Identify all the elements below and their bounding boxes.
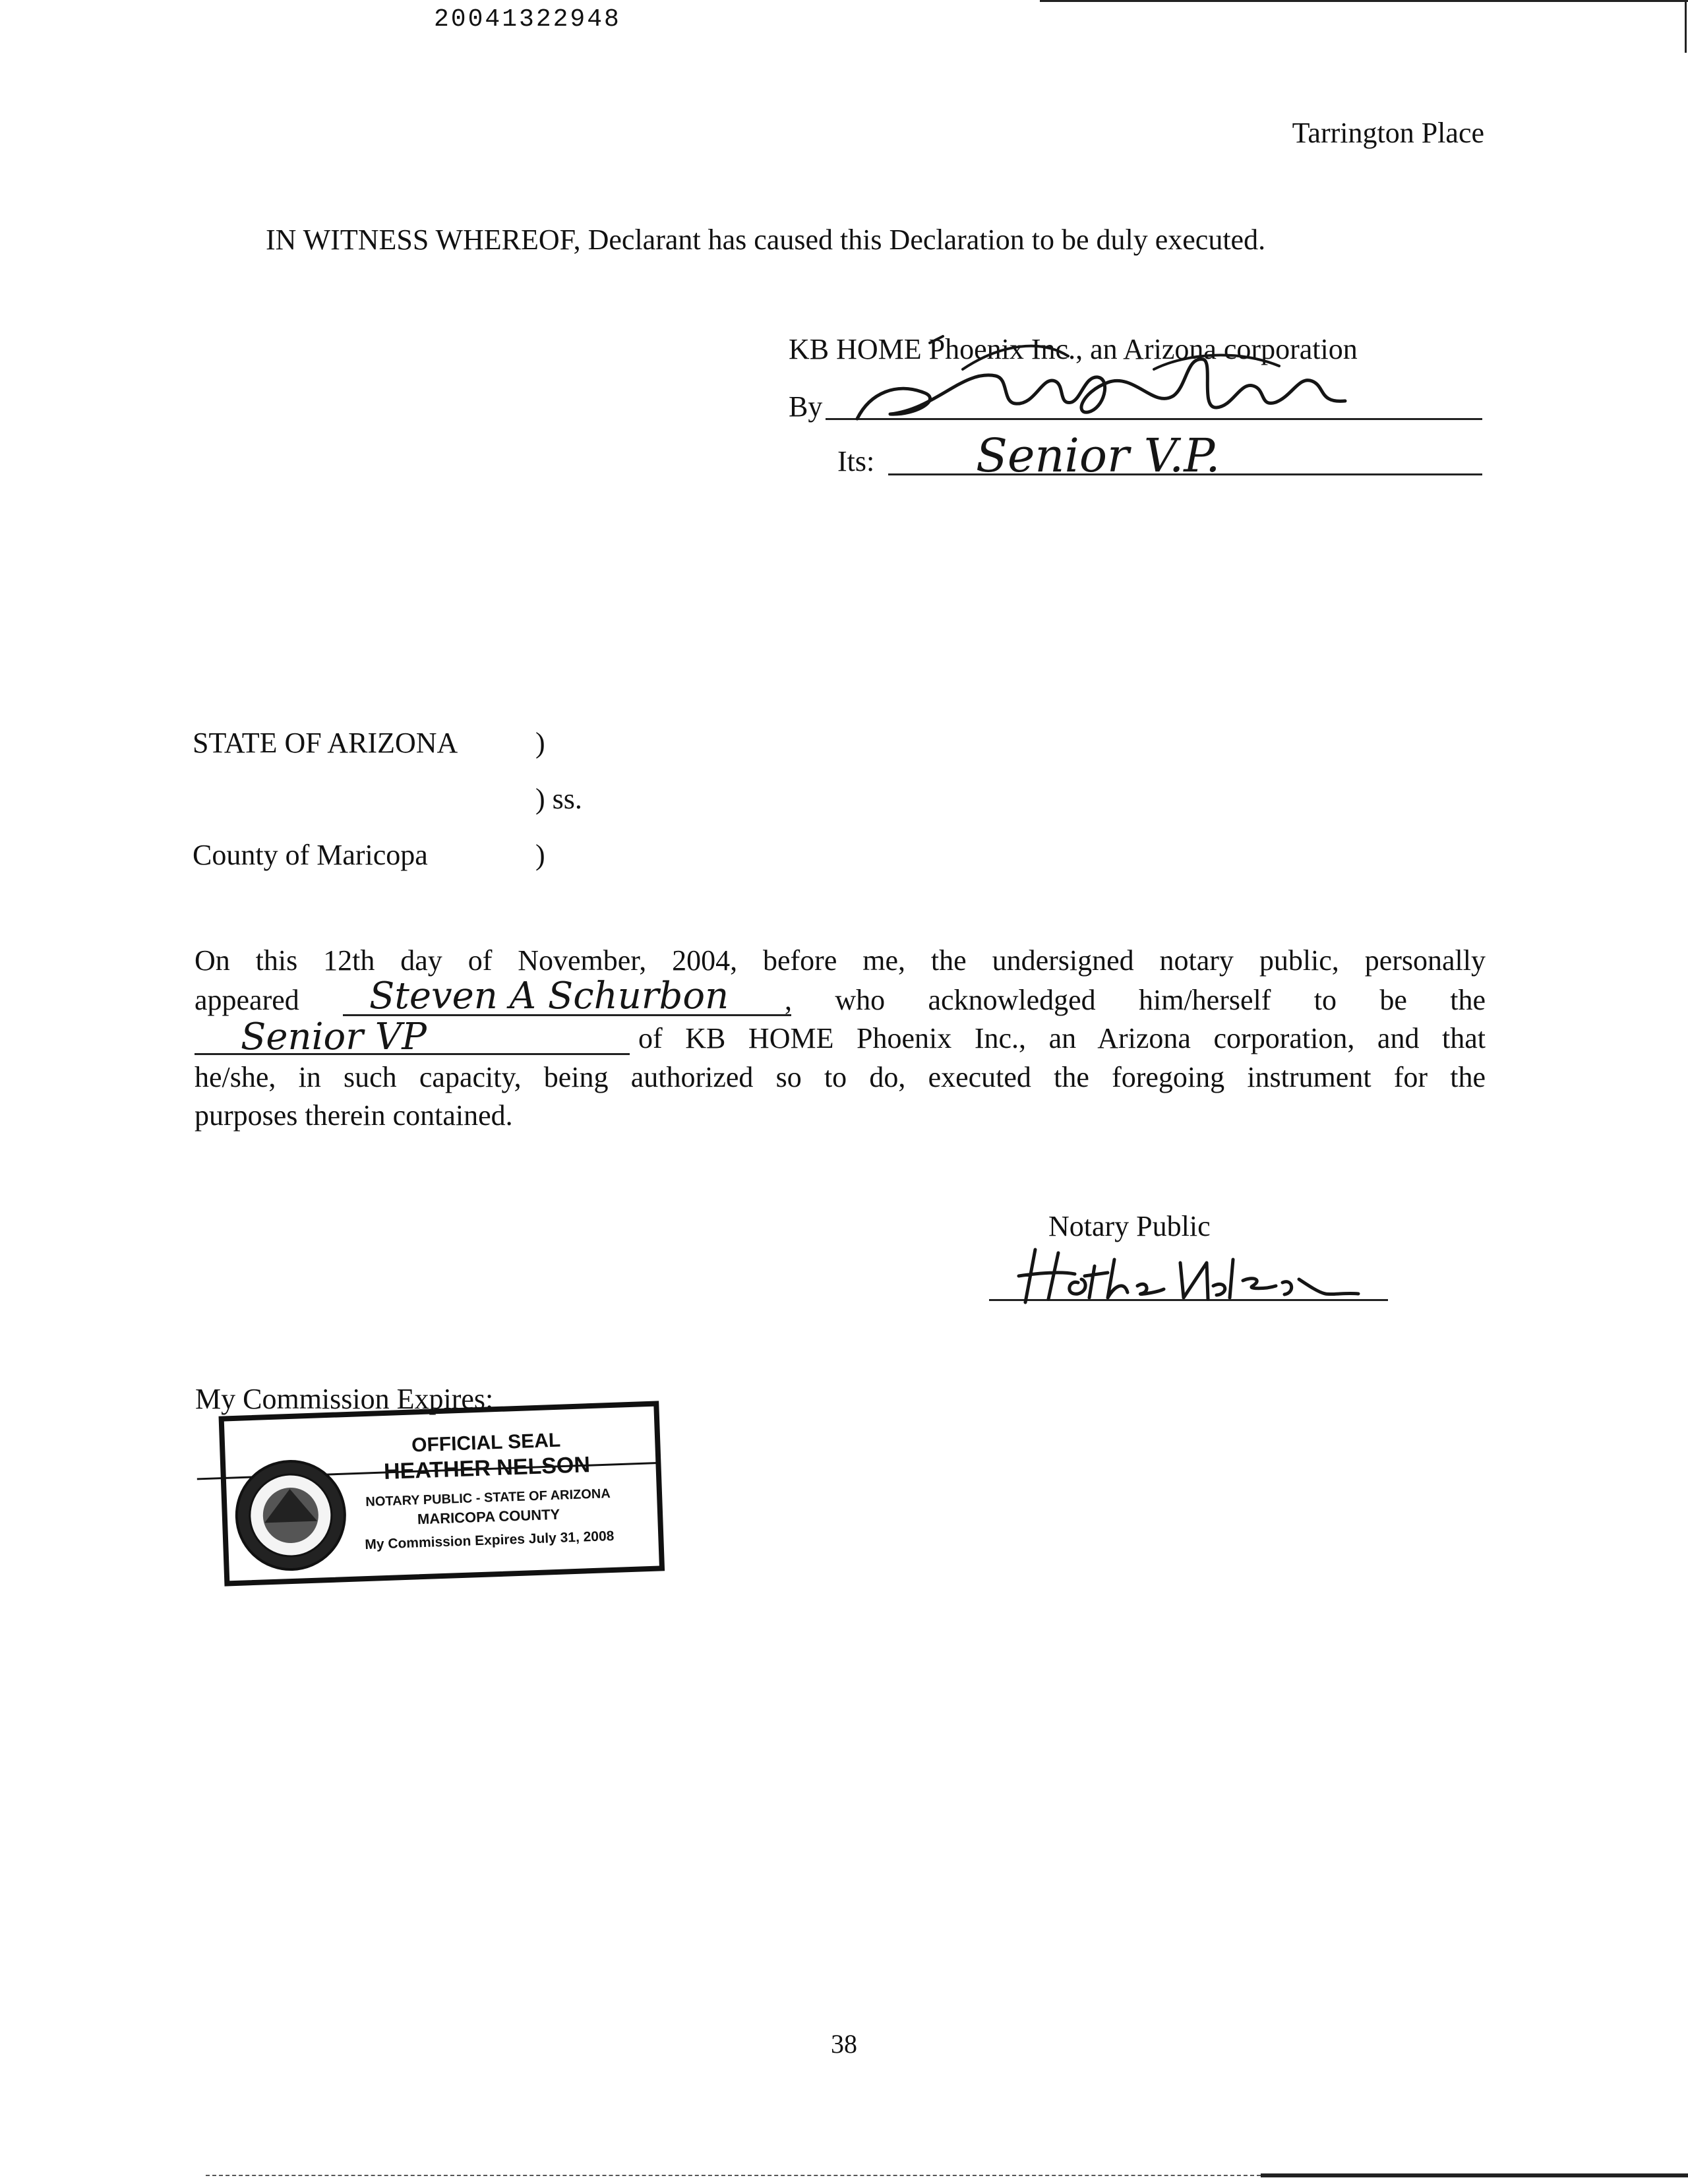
commission-label: My Commission Expires: [195,1383,494,1415]
ack-line-3-rest: of KB HOME Phoenix Inc., an Arizona corporation, and that [638,1022,1486,1054]
venue-state-paren: ) [535,727,545,759]
ack-appeared-label: appeared [195,984,299,1016]
its-handwritten-title: Senior V.P. [976,429,1221,483]
ack-line-5: purposes therein contained. [195,1099,513,1132]
ack-line-1: On this 12th day of November, 2004, before me, the undersigned notary public, personally [195,944,1486,977]
ack-appeared-name: Steven A Schurbon [369,975,729,1017]
header-right-edge [1685,0,1687,53]
seal-line-5: My Commission Expires July 31, 2008 [364,1528,615,1553]
recording-number: 20041322948 [434,5,621,34]
notary-seal-stamp [198,1405,686,1589]
header-rule [1040,0,1688,2]
venue-ss: ) ss. [535,783,582,815]
ack-title-handwritten: Senior VP [241,1016,427,1058]
seal-line-4: MARICOPA COUNTY [417,1505,560,1528]
venue-state: STATE OF ARIZONA [193,727,458,759]
ack-line-4: he/she, in such capacity, being authorized so to do, executed the foregoing instrument for the [195,1061,1486,1093]
notary-label: Notary Public [1048,1210,1211,1242]
venue-county-paren: ) [535,839,545,871]
ack-line-2-rest: , who acknowledged him/herself to be the [785,984,1486,1016]
page-number: 38 [831,2029,857,2059]
seal-line-2: HEATHER NELSON [383,1452,591,1485]
witness-clause: IN WITNESS WHEREOF, Declarant has caused this Declaration to be duly executed. [266,224,1266,256]
footer-rule-dashed [206,2175,1261,2176]
signatory-entity: KB HOME Phoenix Inc., an Arizona corporation [789,333,1358,365]
declarant-signature [844,330,1372,429]
venue-county: County of Maricopa [193,839,428,871]
its-label: Its: [837,445,875,477]
seal-line-1: OFFICIAL SEAL [411,1429,561,1457]
project-name: Tarrington Place [1292,117,1484,149]
by-label: By [789,390,823,423]
notary-signature [1015,1240,1385,1306]
footer-rule-solid [1261,2173,1688,2177]
seal-line-3: NOTARY PUBLIC - STATE OF ARIZONA [365,1486,611,1510]
